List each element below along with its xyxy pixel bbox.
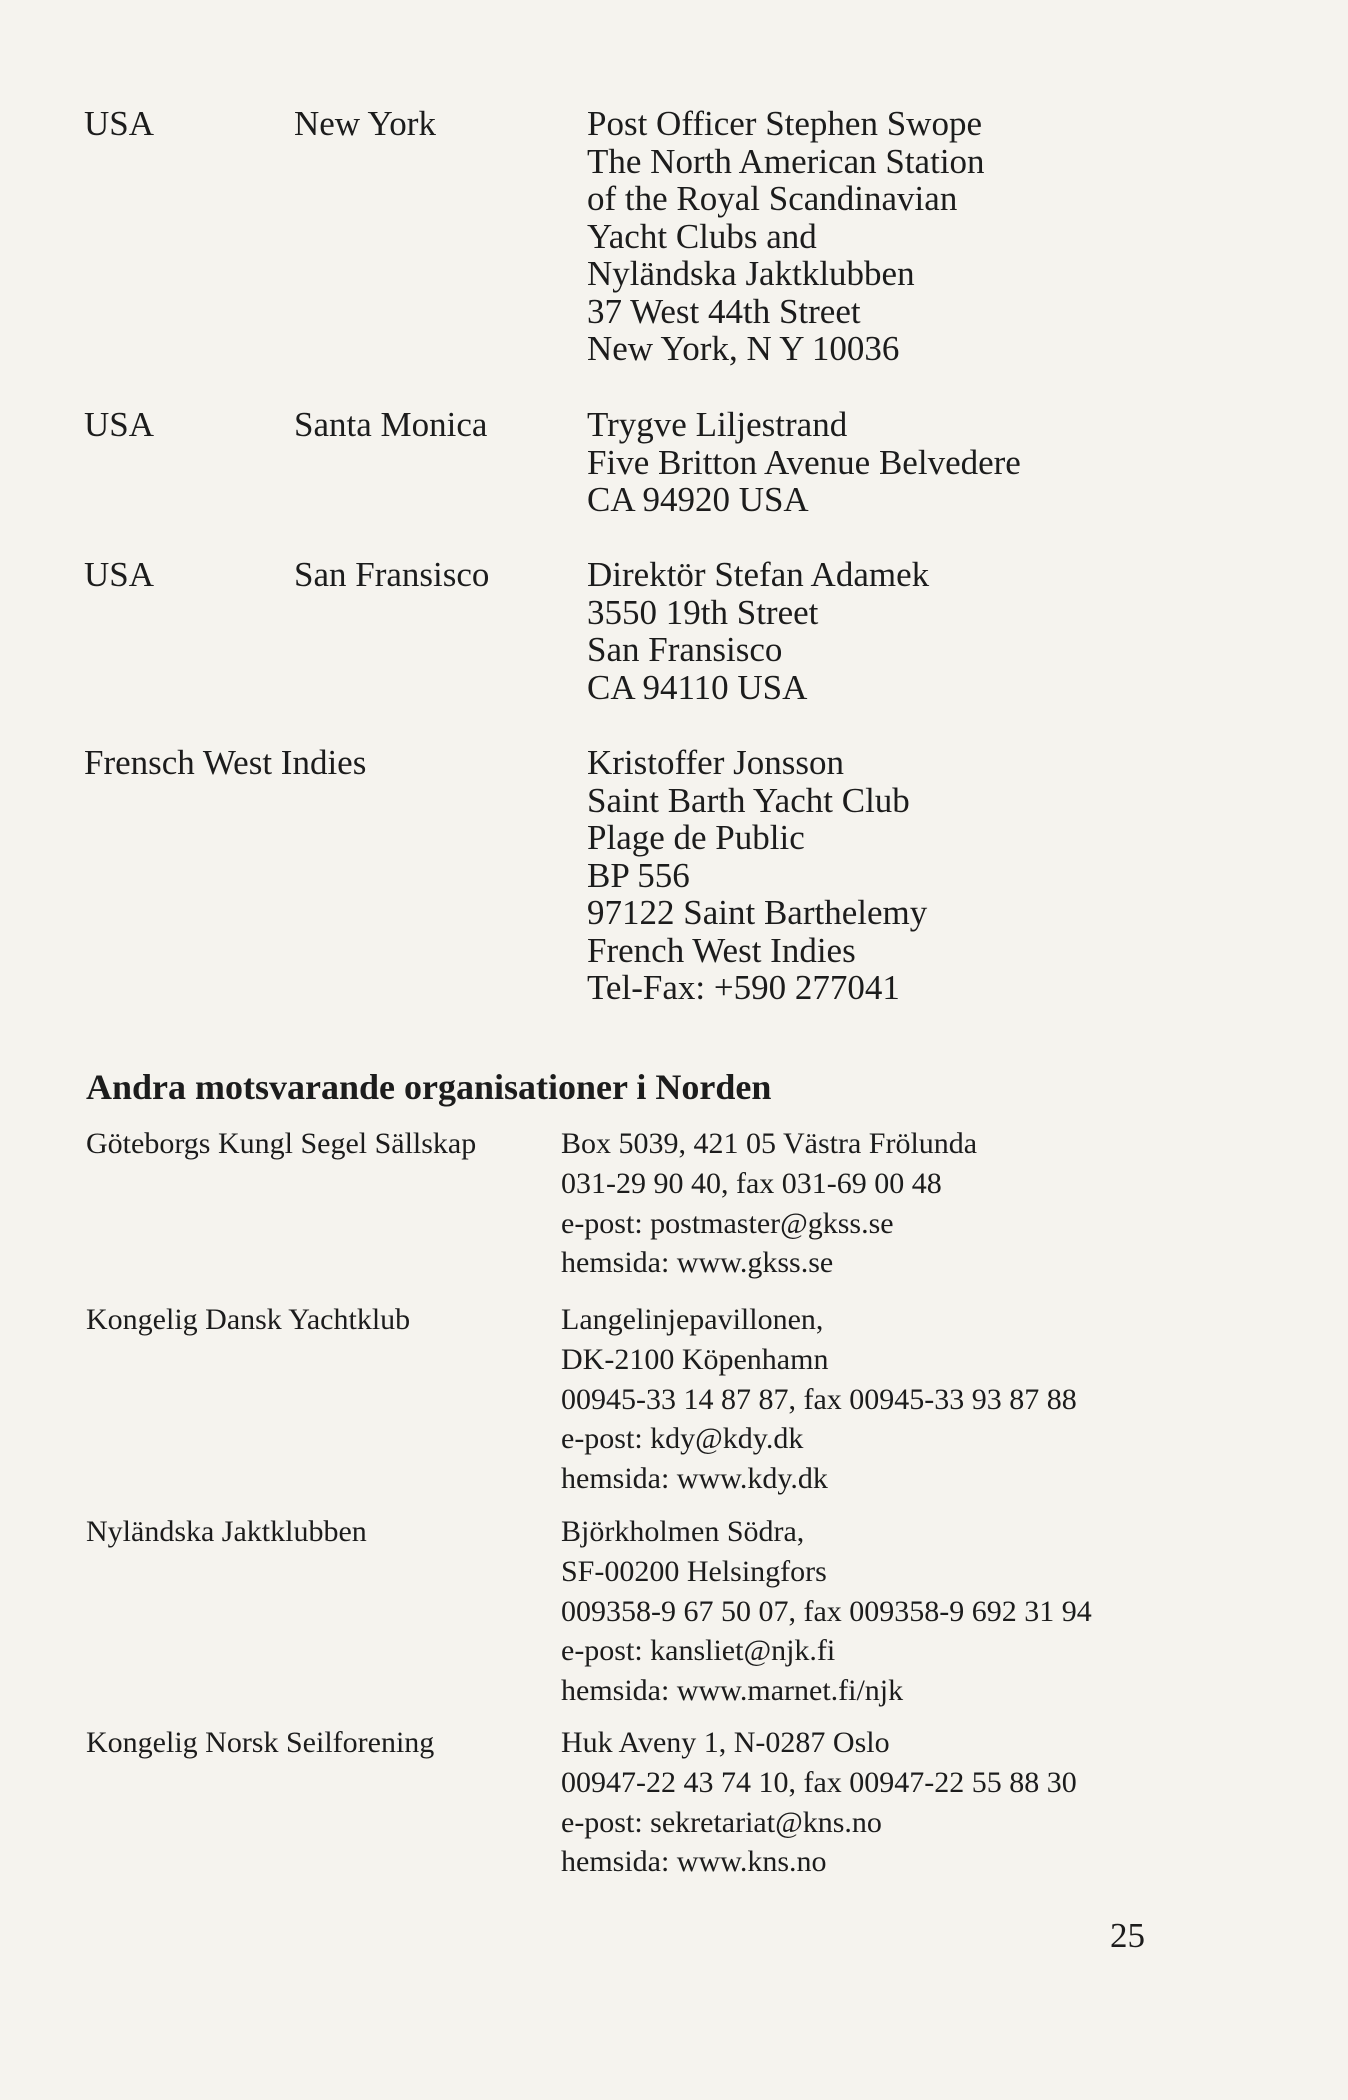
details-line: Box 5039, 421 05 Västra Frölunda (561, 1127, 978, 1160)
entry-country: USA (84, 555, 155, 594)
details-line: Huk Aveny 1, N-0287 Oslo (561, 1726, 890, 1759)
address-line: Tel-Fax: +590 277041 (587, 968, 900, 1007)
org-details (561, 1124, 977, 1283)
org-details (561, 1300, 1077, 1499)
address-line: Plage de Public (587, 818, 805, 857)
address-line: Yacht Clubs and (587, 216, 817, 256)
org-name: Göteborgs Kungl Segel Sällskap (86, 1127, 477, 1160)
address-line: Nyländska Jaktklubben (587, 254, 915, 293)
address-line: Direktör Stefan Adamek (587, 555, 930, 594)
address-line: New York, N Y 10036 (587, 329, 900, 368)
address-line: Trygve Liljestrand (587, 405, 848, 444)
address-line: 37 West 44th Street (587, 291, 861, 331)
address-line: BP 556 (587, 855, 690, 895)
details-line: hemsida: www.kns.no (561, 1845, 827, 1879)
details-line: SF-00200 Helsingfors (561, 1554, 827, 1588)
section-heading: Andra motsvarande organisationer i Norden (86, 1067, 772, 1107)
entry-address (587, 556, 929, 706)
org-name: Nyländska Jaktklubben (86, 1515, 367, 1548)
address-line: French West Indies (587, 930, 856, 970)
details-line: e-post: kdy@kdy.dk (561, 1422, 804, 1456)
entry-city: New York (294, 104, 436, 143)
details-line: e-post: postmaster@gkss.se (561, 1206, 894, 1240)
details-line: hemsida: www.marnet.fi/njk (561, 1674, 904, 1708)
details-line: 031-29 90 40, fax 031-69 00 48 (561, 1166, 942, 1200)
entry-address (587, 744, 927, 1007)
address-line: Kristoffer Jonsson (587, 743, 844, 782)
address-line: Post Officer Stephen Swope (587, 104, 982, 143)
address-line: San Fransisco (587, 630, 783, 669)
address-line: 97122 Saint Barthelemy (587, 893, 928, 932)
details-line: 009358-9 67 50 07, fax 009358-9 692 31 94 (561, 1594, 1092, 1628)
entry-address (587, 105, 985, 368)
org-name: Kongelig Dansk Yachtklub (86, 1303, 411, 1336)
address-line: CA 94920 USA (587, 480, 809, 519)
details-line: 00945-33 14 87 87, fax 00945-33 93 87 88 (561, 1382, 1077, 1416)
address-line: 3550 19th Street (587, 592, 819, 632)
org-name: Kongelig Norsk Seilforening (86, 1726, 435, 1759)
details-line: Langelinjepavillonen, (561, 1303, 824, 1336)
entry-country: Frensch West Indies (84, 743, 367, 782)
entry-city: San Fransisco (294, 555, 490, 594)
address-line: Five Britton Avenue Belvedere (587, 442, 1021, 482)
details-line: 00947-22 43 74 10, fax 00947-22 55 88 30 (561, 1765, 1077, 1799)
details-line: hemsida: www.kdy.dk (561, 1462, 828, 1496)
address-line: The North American Station (587, 141, 985, 181)
org-details (561, 1512, 1092, 1711)
details-line: e-post: kansliet@njk.fi (561, 1634, 836, 1668)
address-line: Saint Barth Yacht Club (587, 780, 910, 820)
details-line: hemsida: www.gkss.se (561, 1246, 834, 1280)
entry-country: USA (84, 405, 155, 444)
details-line: Björkholmen Södra, (561, 1515, 805, 1548)
page-number: 25 (1110, 1916, 1145, 1955)
address-line: CA 94110 USA (587, 667, 808, 707)
address-line: of the Royal Scandinavian (587, 179, 958, 218)
entry-address (587, 406, 1021, 519)
entry-city: Santa Monica (294, 405, 488, 444)
details-line: e-post: sekretariat@kns.no (561, 1805, 882, 1839)
org-details (561, 1723, 1077, 1882)
details-line: DK-2100 Köpenhamn (561, 1342, 829, 1376)
entry-country: USA (84, 104, 155, 143)
